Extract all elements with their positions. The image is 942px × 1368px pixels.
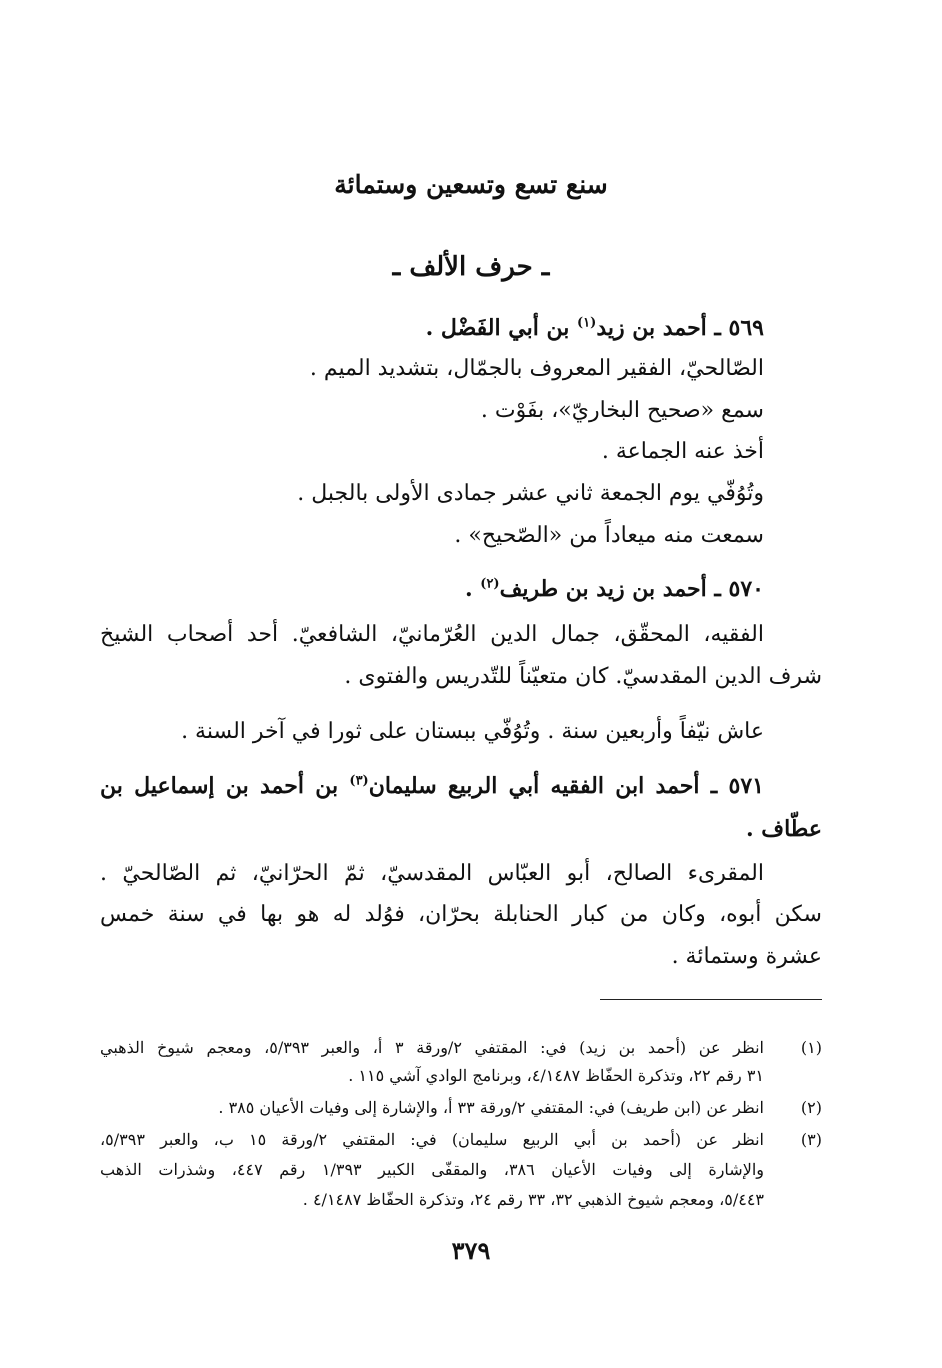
- entry-line: أخذ عنه الجماعة .: [601, 439, 764, 464]
- entry-name-cont: بن أحمد بن إسماعيل بن: [100, 773, 350, 799]
- entry-line: الفقيه، المحقّق، جمال الدين العُرّمانيّ، الشافعيّ. أحد أصحاب الشيخ: [100, 622, 764, 647]
- footnote-line: ٣١ رقم ٢٢، وتذكرة الحفّاظ ٤/١٤٨٧، وبرنامج الوادي آشي ١١٥ .: [348, 1066, 764, 1085]
- entry-line: عاش نيّفاً وأربعين سنة . وتُوُفّي ببستان على ثورا في آخر السنة .: [181, 719, 764, 744]
- entry-line: المقرىء الصالح، أبو العبّاس المقدسيّ، ثمّ الحرّانيّ، ثم الصّالحيّ .: [100, 861, 764, 886]
- entry-name: ٥٧٠ ـ أحمد بن زيد بن طريف: [499, 576, 764, 602]
- entry-line: الصّالحيّ، الفقير المعروف بالجمّال، بتشديد الميم .: [309, 356, 764, 381]
- entry-line: وتُوُفّي يوم الجمعة ثاني عشر جمادى الأولى بالجبل .: [297, 481, 764, 506]
- footnote-number: (٢): [800, 1098, 822, 1117]
- entry-line: عشرة وستمائة .: [671, 944, 822, 969]
- footnote-ref: (٢): [480, 576, 500, 592]
- footnote-line: انظر عن (أحمد بن زيد) في: المقتفي ٢/ورقة ٣ أ، والعبر ٥/٣٩٣، ومعجم شيوخ الذهبي: [100, 1038, 764, 1057]
- year-title: سنع تسع وتسعين وستمائة: [334, 170, 608, 199]
- footnote-line: ٥/٤٤٣، ومعجم شيوخ الذهبي ٣٢، ٣٣ رقم ٢٤، وتذكرة الحفّاظ ٤/١٤٨٧ .: [302, 1190, 764, 1209]
- footnote-line: انظر عن (ابن طريف) في: المقتفي ٢/ورقة ٣٣ أ، والإشارة إلى وفيات الأعيان ٣٨٥ .: [218, 1098, 764, 1117]
- entry-line: سكن أبوه، وكان من كبار الحنابلة بحرّان، فوُلد له هو بها في سنة خمس: [100, 902, 822, 927]
- page-number: ٣٧٩: [451, 1236, 491, 1265]
- entry-name-cont: بن أبي الفَضْل .: [425, 315, 578, 341]
- footnote-ref: (٣): [349, 773, 369, 789]
- entry-line: سمع «صحيح البخاريّ»، بفَوْت .: [480, 398, 764, 423]
- section-title: ـ حرف الألف ـ: [392, 252, 550, 282]
- footnote-number: (١): [800, 1038, 822, 1057]
- footnote-number: (٣): [800, 1130, 822, 1149]
- entry-name: ٥٦٩ ـ أحمد بن زيد: [596, 315, 764, 341]
- footnote-separator: [600, 999, 822, 1000]
- footnote-line: والإشارة إلى وفيات الأعيان ٣٨٦، والمقفّى الكبير ١/٣٩٣ رقم ٤٤٧، وشذرات الذهب: [100, 1160, 765, 1179]
- entry-name: ٥٧١ ـ أحمد ابن الفقيه أبي الربيع سليمان: [368, 773, 764, 799]
- entry-name-cont: .: [464, 576, 481, 602]
- entry-heading-cont: عطّاف .: [745, 816, 822, 842]
- entry-heading-571: [100, 769, 764, 803]
- entry-line: شرف الدين المقدسيّ. كان متعيّناً للتّدريس والفتوى .: [344, 664, 822, 689]
- footnote-line: انظر عن (أحمد بن أبي الربيع سليمان) في: المقتفي ٢/ورقة ١٥ ب، والعبر ٥/٣٩٣،: [100, 1130, 765, 1149]
- entry-heading-569: [426, 311, 764, 345]
- entry-line: سمعت منه ميعاداً من «الصّحيح» .: [454, 523, 764, 548]
- entry-heading-570: [465, 572, 764, 606]
- footnote-ref: (١): [577, 315, 597, 331]
